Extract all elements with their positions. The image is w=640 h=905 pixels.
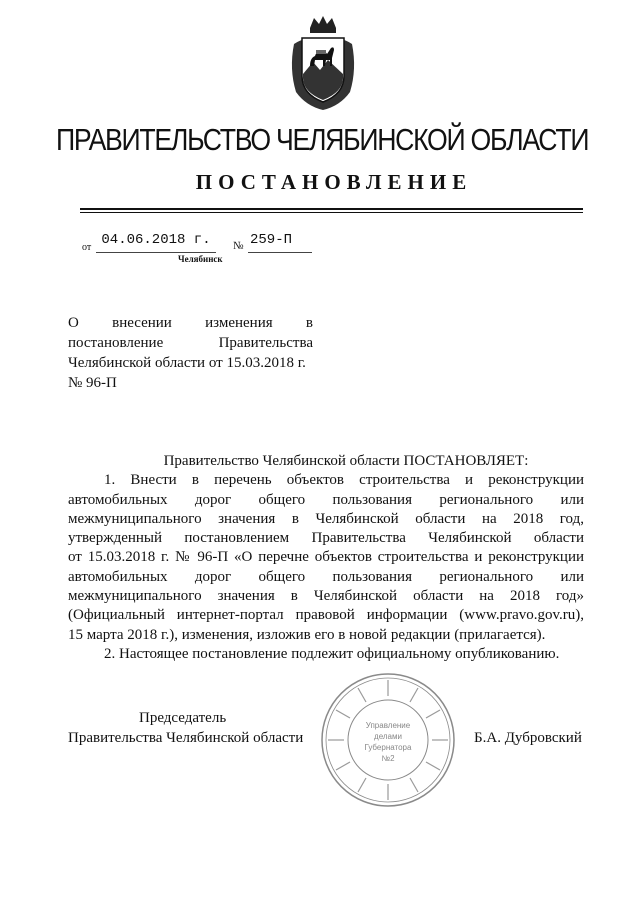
date-prefix: от [82, 242, 92, 253]
paragraph-1-line: межмуниципального значения в Челябинской области на 2018 год, [68, 510, 584, 527]
paragraph-1-line: автомобильных дорог общего пользования регионального или [68, 491, 584, 508]
subject-word: Правительства [218, 335, 313, 351]
resolution-intro: Правительство Челябинской области ПОСТАНОВЛЯЕТ: [163, 453, 529, 469]
signatory-title-line-1: Председатель [139, 710, 227, 726]
subject-line-1 [68, 313, 313, 333]
paragraph-1-line: утвержденный постановлением Правительства Челябинской области [68, 530, 584, 547]
seal-text-line: Управление [365, 721, 411, 730]
official-seal-stamp [318, 670, 458, 810]
document-date: 04.06.2018 г. [96, 232, 216, 253]
subject-line-2 [68, 333, 313, 353]
organization-title: ПРАВИТЕЛЬСТВО ЧЕЛЯБИНСКОЙ ОБЛАСТИ [55, 122, 589, 157]
document-city: Челябинск [178, 254, 223, 264]
document-number: 259-П [248, 232, 312, 253]
subject-word: в [305, 315, 313, 331]
document-body [68, 452, 584, 664]
signatory-name: Б.А. Дубровский [474, 730, 582, 746]
document-subject [68, 313, 313, 393]
subject-line-4: № 96-П [68, 375, 117, 391]
paragraph-1-line: автомобильных дорог общего пользования регионального или [68, 568, 584, 585]
seal-text-line: Губернатора [364, 743, 412, 752]
paragraph-1-line: межмуниципального значения в Челябинской области на 2018 год» [68, 588, 584, 605]
subject-word: постановление [68, 335, 164, 351]
seal-text-line: №2 [381, 754, 395, 763]
header-rule-thin [80, 212, 583, 213]
subject-word: О [68, 315, 79, 331]
coat-of-arms-emblem [288, 14, 358, 112]
subject-word: изменения [205, 315, 273, 331]
paragraph-1-line: 1. Внести в перечень объектов строительства и реконструкции [104, 472, 584, 489]
header-rule-thick [80, 208, 583, 210]
paragraph-1-line: 15 марта 2018 г.), изменения, изложив его в новой редакции (прилагается). [68, 626, 546, 643]
paragraph-2: 2. Настоящее постановление подлежит официальному опубликованию. [104, 645, 560, 662]
subject-word: внесении [112, 315, 172, 331]
seal-text-line: делами [374, 732, 402, 741]
number-prefix: № [233, 240, 244, 252]
paragraph-1-line: от 15.03.2018 г. № 96-П «О перечне объектов строительства и реконструкции [68, 549, 584, 566]
signatory-title-line-2: Правительства Челябинской области [68, 730, 304, 746]
subject-line-3: Челябинской области от 15.03.2018 г. [68, 355, 306, 371]
paragraph-1-line: (Официальный интернет-портал правовой информации (www.pravo.gov.ru), [68, 607, 584, 624]
document-type-title: ПОСТАНОВЛЕНИЕ [195, 170, 473, 194]
